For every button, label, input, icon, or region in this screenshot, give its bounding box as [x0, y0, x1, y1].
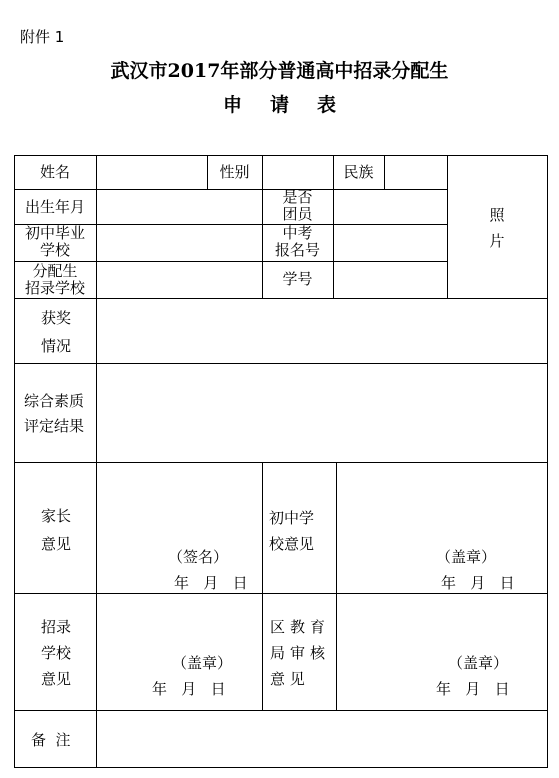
bureau-seal: （盖章）: [448, 654, 509, 672]
bureau-label-3: 意 见: [270, 670, 305, 688]
parent-label-2: 意见: [41, 535, 72, 553]
exam-no-label-1: 中考: [282, 224, 313, 242]
name-field[interactable]: [97, 156, 207, 189]
quality-field[interactable]: [97, 364, 547, 462]
student-no-label: 学号: [282, 270, 313, 288]
form-subtitle: 申请表: [222, 94, 364, 116]
junior-opinion-field[interactable]: [337, 463, 547, 593]
exam-no-label-2: 报名号: [274, 241, 320, 259]
attachment-label: 附件 1: [20, 28, 65, 46]
name-label: 姓名: [39, 163, 70, 181]
photo-label-1: 照: [489, 206, 505, 224]
ethnicity-label: 民族: [343, 163, 374, 181]
bureau-opinion-field[interactable]: [337, 594, 547, 710]
junior-seal: （盖章）: [436, 548, 497, 566]
awards-label-1: 获奖: [41, 309, 72, 327]
bureau-label-2: 局审核: [270, 644, 331, 662]
junior-opinion-label-1: 初中学: [269, 509, 315, 527]
admit-date: 年 月 日: [152, 680, 226, 698]
league-label-1: 是否: [282, 188, 313, 206]
admit-label-2: 学校: [41, 644, 72, 662]
quality-label-2: 评定结果: [24, 417, 85, 435]
junior-opinion-label-2: 校意见: [269, 535, 315, 553]
gender-field[interactable]: [263, 156, 333, 189]
awards-label-2: 情况: [41, 337, 72, 355]
awards-field[interactable]: [97, 299, 547, 363]
birth-label: 出生年月: [24, 198, 85, 216]
birth-field[interactable]: [97, 190, 262, 224]
league-label-2: 团员: [282, 205, 313, 223]
parent-label-1: 家长: [41, 507, 72, 525]
remarks-label: 备 注: [31, 731, 71, 749]
admit-seal: （盖章）: [172, 654, 233, 672]
ethnicity-field[interactable]: [385, 156, 447, 189]
target-school-label-1: 分配生: [32, 262, 78, 280]
remarks-field[interactable]: [97, 711, 547, 767]
parent-opinion-field[interactable]: [97, 463, 262, 593]
bureau-label-1: 区教育: [270, 618, 331, 636]
junior-date: 年 月 日: [441, 574, 515, 592]
gender-label: 性别: [219, 163, 250, 181]
exam-no-field[interactable]: [334, 225, 447, 261]
photo-label-2: 片: [489, 232, 505, 250]
junior-school-label-1: 初中毕业: [24, 224, 85, 242]
parent-date: 年 月 日: [174, 574, 248, 592]
admit-opinion-field[interactable]: [97, 594, 262, 710]
bureau-date: 年 月 日: [436, 680, 510, 698]
form-title: 武汉市2017年部分普通高中招录分配生: [110, 60, 449, 82]
target-school-field[interactable]: [97, 262, 262, 298]
league-field[interactable]: [334, 190, 447, 224]
junior-school-label-2: 学校: [39, 241, 70, 259]
target-school-label-2: 招录学校: [24, 279, 85, 297]
student-no-field[interactable]: [334, 262, 447, 298]
junior-school-field[interactable]: [97, 225, 262, 261]
admit-label-3: 意见: [41, 670, 72, 688]
parent-signature: （签名）: [168, 548, 229, 566]
admit-label-1: 招录: [41, 618, 72, 636]
quality-label-1: 综合素质: [24, 392, 85, 410]
